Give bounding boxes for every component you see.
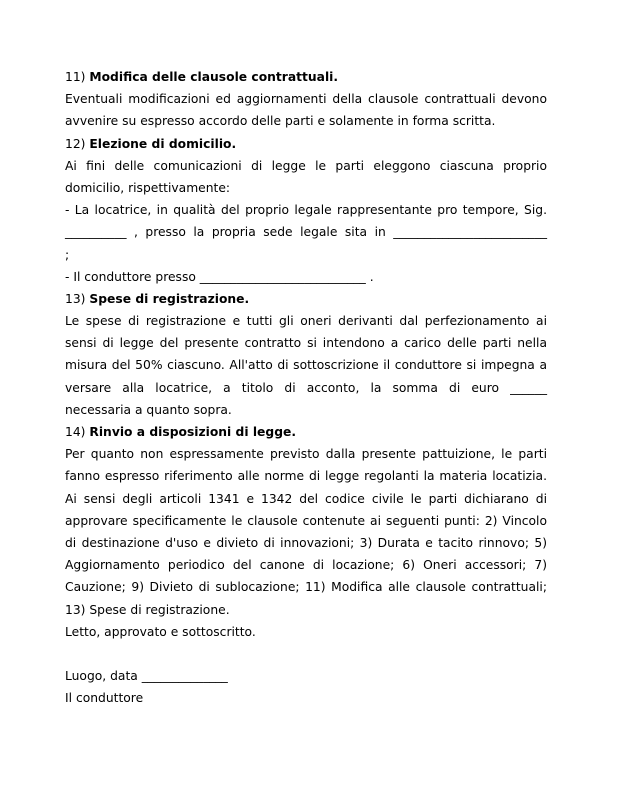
paragraph-line: avvenire su espresso accordo delle parti e solamente in forma scritta. xyxy=(65,114,496,129)
paragraph-line: approvare specificamente le clausole contenute ai seguenti punti: 2) Vincolo xyxy=(65,513,547,528)
paragraph-line: Per quanto non espressamente previsto dalla presente pattuizione, le parti xyxy=(65,447,547,462)
place-date-field: Luogo, data ______________ xyxy=(65,669,228,684)
paragraph-line: misura del 50% ciascuno. All'atto di sottoscrizione il conduttore si impegna a xyxy=(65,358,547,373)
section-number: 12) xyxy=(65,136,86,151)
paragraph-line: Eventuali modificazioni ed aggiornamenti della clausole contrattuali devono xyxy=(65,92,547,107)
section-title: Elezione di domicilio. xyxy=(89,136,237,151)
paragraph-line: di destinazione d'uso e divieto di innovazioni; 3) Durata e tacito rinnovo; 5) xyxy=(65,535,547,550)
section-title: Modifica delle clausole contrattuali. xyxy=(89,70,339,84)
paragraph-line: - La locatrice, in qualità del proprio legale rappresentante pro tempore, Sig. xyxy=(65,203,547,218)
paragraph-line-blank-field: - Il conduttore presso ___________________________ . xyxy=(65,269,374,284)
tenant-signature-label: Il conduttore xyxy=(65,691,144,706)
paragraph-line: necessaria a quanto sopra. xyxy=(65,402,232,417)
document-page xyxy=(65,66,547,709)
paragraph-line: Ai sensi degli articoli 1341 e 1342 del codice civile le parti dichiarano di xyxy=(65,491,547,506)
closing-statement: Letto, approvato e sottoscritto. xyxy=(65,624,256,639)
paragraph-line-blank-field: versare alla locatrice, a titolo di acconto, la somma di euro ______ xyxy=(65,380,547,395)
paragraph-line: 13) Spese di registrazione. xyxy=(65,602,230,617)
section-title: Rinvio a disposizioni di legge. xyxy=(89,425,297,439)
paragraph-line: Aggiornamento periodico del canone di locazione; 6) Oneri accessori; 7) xyxy=(65,558,547,573)
section-12-heading xyxy=(65,133,547,155)
spacer xyxy=(65,643,547,665)
paragraph-line: fanno espresso riferimento alle norme di legge regolanti la materia locatizia. xyxy=(65,469,547,484)
paragraph-line: domicilio, rispettivamente: xyxy=(65,180,231,195)
paragraph-line: sensi di legge del presente contratto si intendono a carico delle parti nella xyxy=(65,336,547,351)
section-number: 11) xyxy=(65,70,86,84)
paragraph-line: Le spese di registrazione e tutti gli oneri derivanti dal perfezionamento ai xyxy=(65,314,547,329)
section-14-heading xyxy=(65,421,547,443)
paragraph-line-blank-field: __________ , presso la propria sede legale sita in _________________________ xyxy=(65,225,547,240)
section-13-heading xyxy=(65,288,547,310)
paragraph-line: ; xyxy=(65,247,70,262)
section-11-heading xyxy=(65,66,547,88)
section-number: 14) xyxy=(65,425,86,439)
section-number: 13) xyxy=(65,291,86,306)
section-title: Spese di registrazione. xyxy=(89,291,250,306)
paragraph-line: Cauzione; 9) Divieto di sublocazione; 11) Modifica alle clausole contrattuali; xyxy=(65,580,547,595)
paragraph-line: Ai fini delle comunicazioni di legge le parti eleggono ciascuna proprio xyxy=(65,158,547,173)
